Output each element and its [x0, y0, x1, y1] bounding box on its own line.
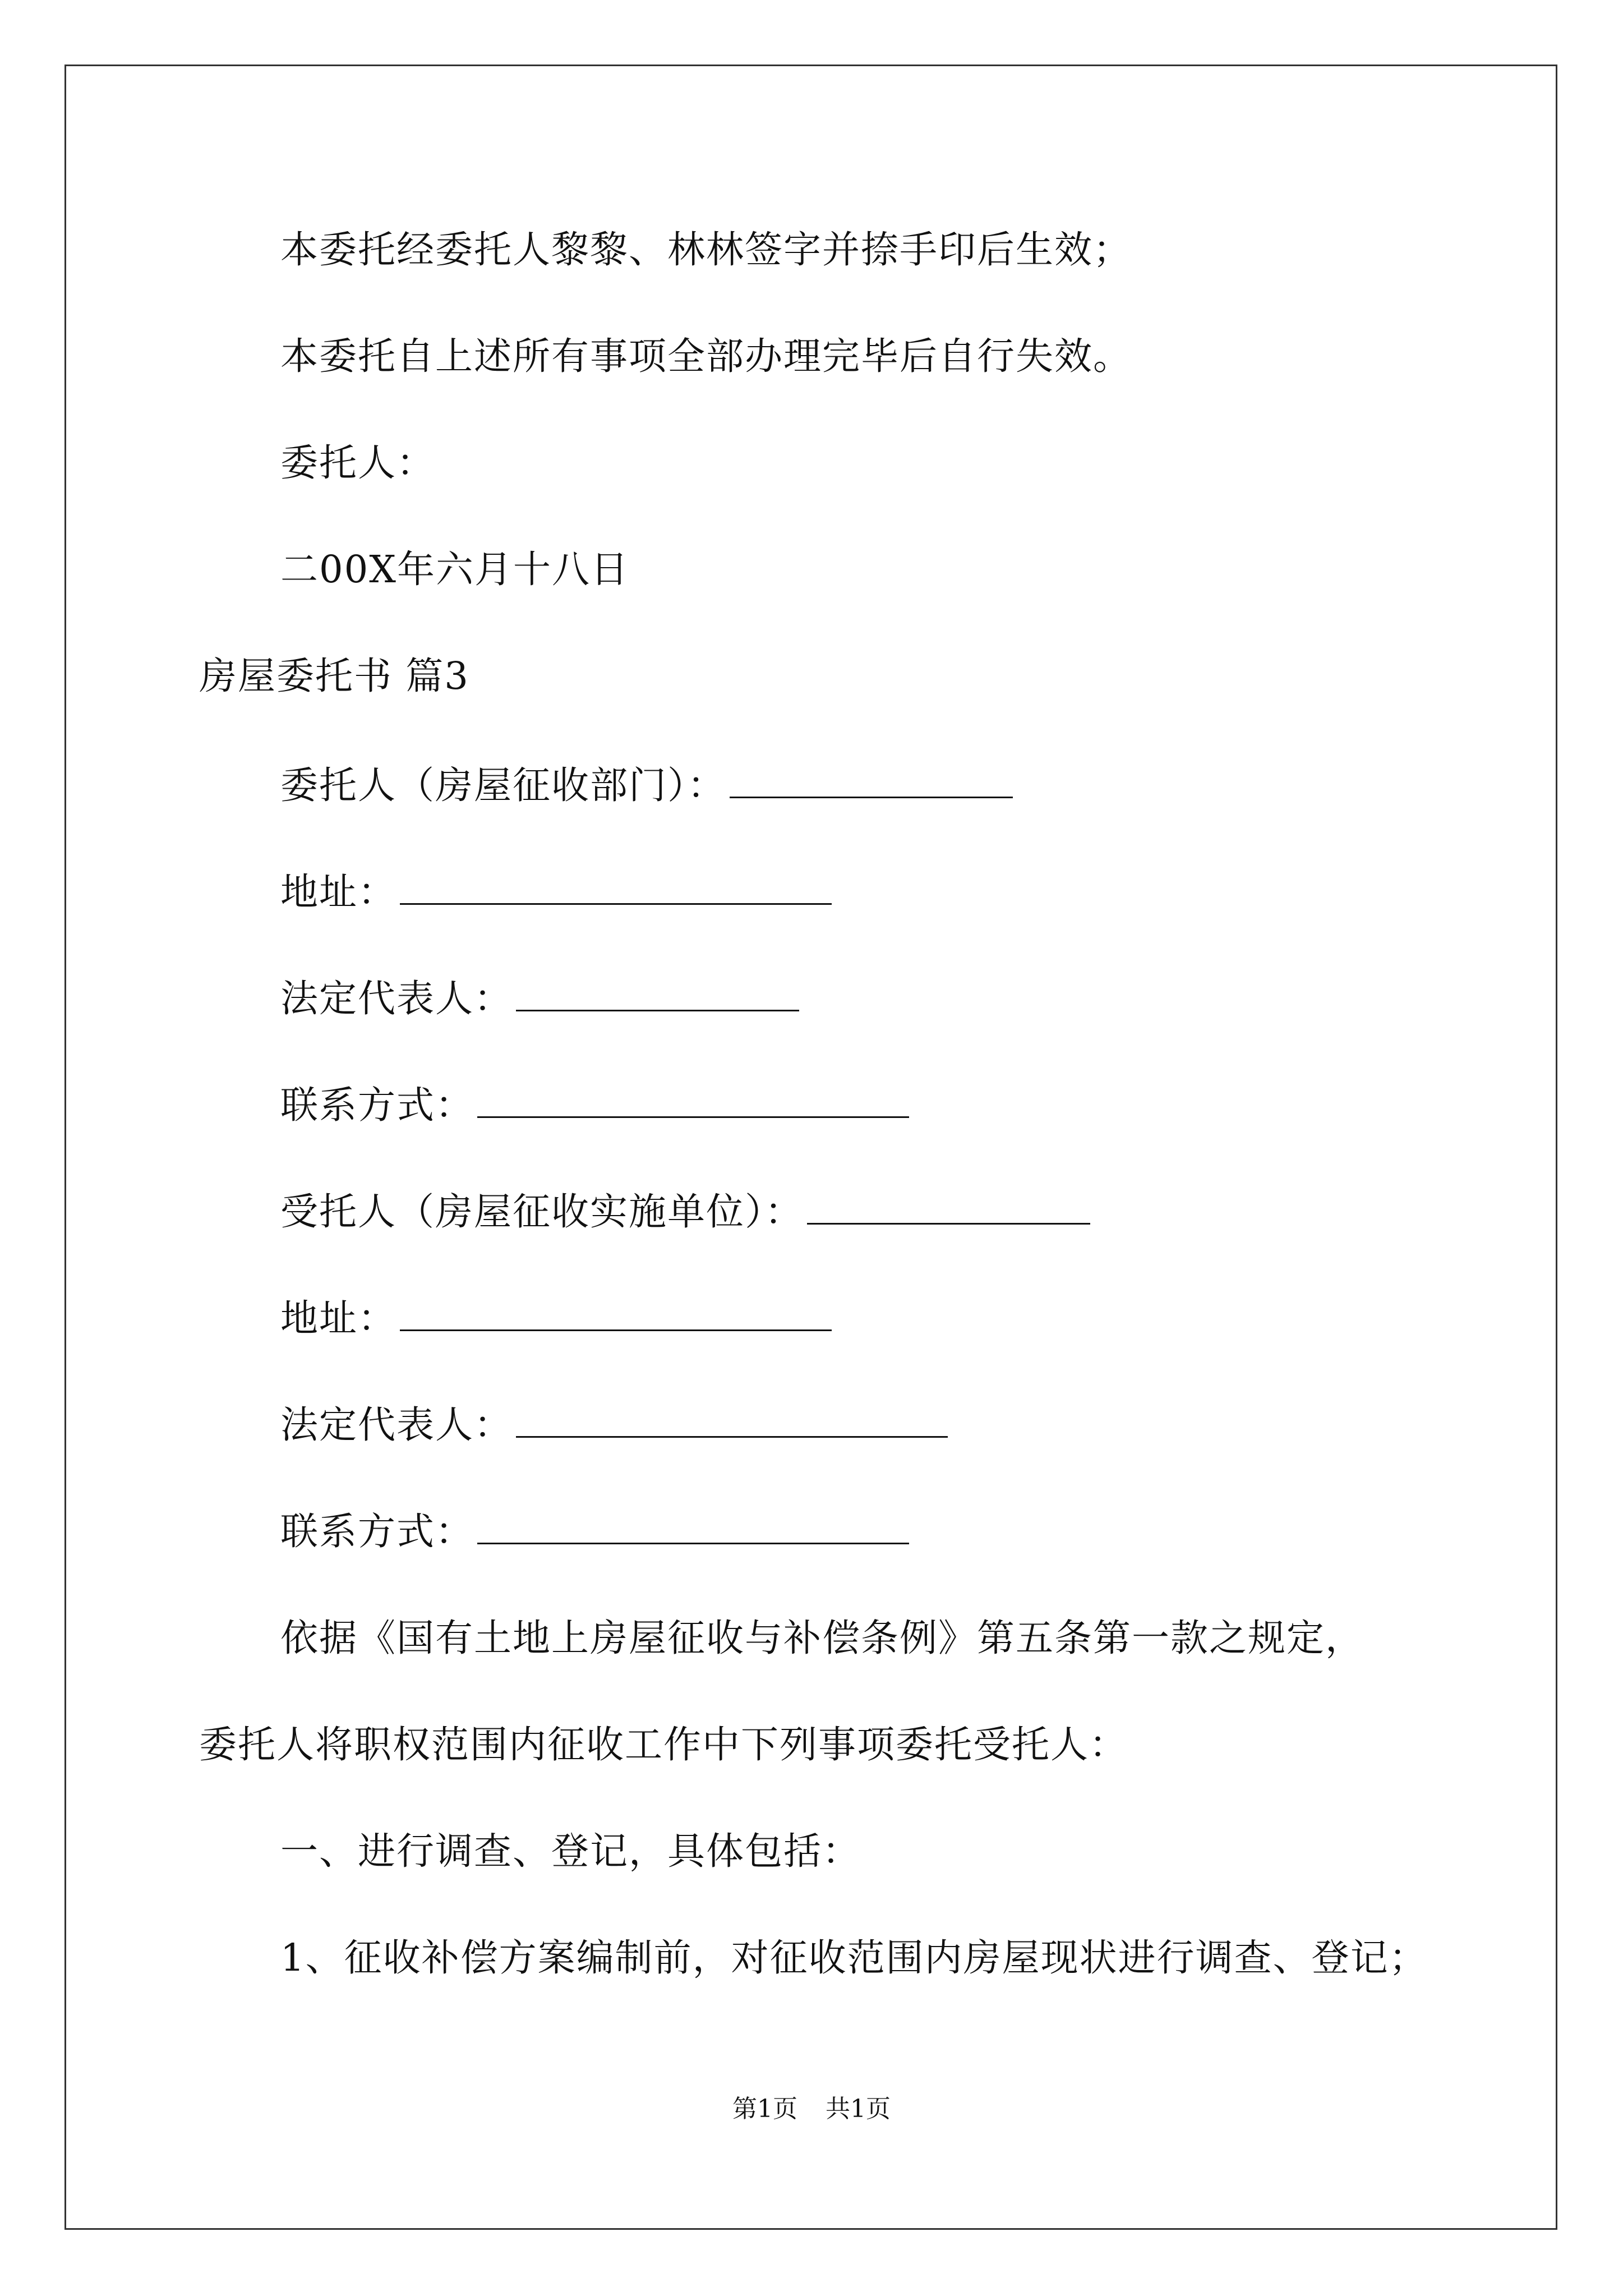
blank-line — [477, 1508, 909, 1544]
blank-line — [400, 868, 832, 905]
section-title: 房屋委托书 篇3 — [199, 654, 469, 698]
blank-line — [516, 1401, 948, 1438]
form-field-contact — [280, 1080, 909, 1130]
form-field-legal-rep — [280, 973, 799, 1024]
text-line: 本委托经委托人黎黎、林林签字并捺手印后生效； — [280, 228, 1132, 272]
page-border — [64, 65, 1557, 2230]
form-field-entrusting-party — [280, 760, 1013, 811]
text-line: 委托人： — [280, 441, 435, 485]
form-field-contact — [280, 1506, 909, 1557]
field-label: 联系方式： — [280, 1510, 474, 1553]
item-heading: 一、进行调查、登记，具体包括： — [280, 1829, 861, 1873]
page-number: 第1页 — [732, 2095, 797, 2123]
form-field-entrusted-party — [280, 1186, 1090, 1237]
page-footer — [0, 2092, 1623, 2126]
field-label: 地址： — [280, 870, 396, 914]
field-label: 法定代表人： — [280, 977, 513, 1020]
blank-line — [730, 762, 1013, 798]
blank-line — [807, 1188, 1090, 1225]
field-label: 委托人（房屋征收部门）： — [280, 763, 726, 807]
paragraph-line: 委托人将职权范围内征收工作中下列事项委托受托人： — [199, 1723, 1128, 1766]
page-total: 共1页 — [826, 2095, 891, 2123]
field-label: 联系方式： — [280, 1083, 474, 1127]
list-item: 1、征收补偿方案编制前，对征收范围内房屋现状进行调查、登记； — [280, 1936, 1428, 1980]
paragraph-line: 依据《国有土地上房屋征收与补偿条例》第五条第一款之规定， — [280, 1616, 1364, 1660]
field-label: 地址： — [280, 1296, 396, 1340]
blank-line — [516, 975, 799, 1011]
form-field-legal-rep — [280, 1400, 948, 1450]
text-line: 本委托自上述所有事项全部办理完毕后自行失效。 — [280, 334, 1132, 378]
field-label: 法定代表人： — [280, 1403, 513, 1447]
field-label: 受托人（房屋征收实施单位）： — [280, 1190, 804, 1234]
blank-line — [400, 1295, 832, 1331]
form-field-address — [280, 867, 832, 917]
form-field-address — [280, 1293, 832, 1343]
blank-line — [477, 1082, 909, 1118]
date-line: 二00X年六月十八日 — [280, 547, 629, 591]
